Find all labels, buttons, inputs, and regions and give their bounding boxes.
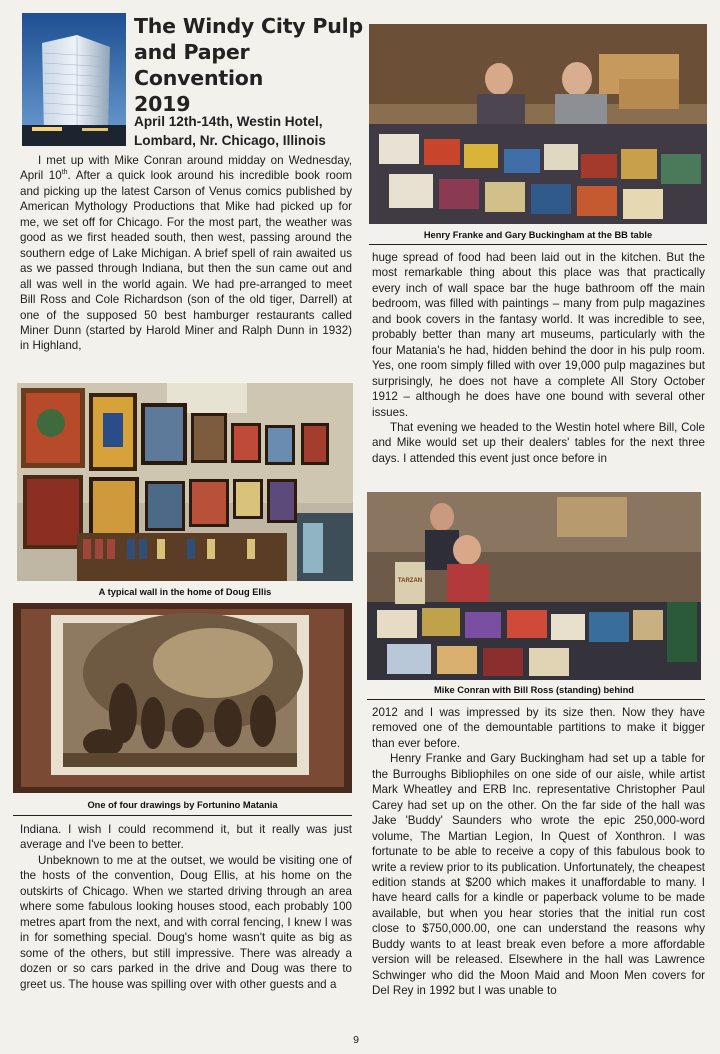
divider-left (13, 815, 352, 816)
paragraph-intro: I met up with Mike Conran around midday on Wednesday, April 10th. After a quick look around his incredible book room and picking up the latest Carson of Venus comics published by American Mythology Productions that Mike had picked up for me, we set off for Chicago. For the most part, the weather was good as we first headed south, then west, passing around the southern edge of Lake Michigan. A brief spell of rain awaited us as we passed through Indiana, but then the sun came out and all was well in the world again. We had pre-arranged to meet Bill Ross and Cole Richardson (son of the old tiger, Darrell) at one of the supposed 50 best hamburger restaurants called Miner Dunn (started by Harold Miner and Ralph Dunn in 1932) in Highland, (20, 154, 352, 353)
paragraph-indiana: Indiana. I wish I could recommend it, but it really was just average and I've been to better. (20, 823, 352, 852)
caption-conran: Mike Conran with Bill Ross (standing) behind (434, 685, 634, 695)
right-column-middle-text (372, 250, 705, 466)
divider-right-bottom (367, 699, 705, 700)
conran-ross-photo (367, 492, 701, 680)
subtitle-line-1: April 12th-14th, Westin Hotel, (134, 114, 323, 129)
subtitle-line-2: Lombard, Nr. Chicago, Illinois (134, 133, 326, 148)
caption-bb-table: Henry Franke and Gary Buckingham at the BB table (423, 230, 653, 240)
left-column-bottom-text (20, 822, 352, 992)
left-column-top-text (20, 153, 352, 354)
divider-right-top (369, 244, 707, 245)
paragraph-doug-ellis: Unbeknown to me at the outset, we would be visiting one of the hosts of the convention, Doug Ellis, at his home on the outskirts of Chicago. When we started driving through an area where some fabulous looking houses stood, each probably 100 metres apart from the next, and with corral fencing, I knew I was in for something special. Doug's home wasn't quite as big as some of the others, but still impressive. There was already a dozen or so cars parked in the drive and Doug was there to greet us. The house was spilling over with other guests and a (20, 853, 352, 991)
title-line-2: and Paper Convention (134, 40, 264, 90)
title-line-3: 2019 (134, 92, 191, 116)
wall-paintings-photo (17, 383, 353, 581)
right-column-bottom-text (372, 705, 705, 999)
paragraph-westin: That evening we headed to the Westin hotel where Bill, Cole and Mike would set up their dealers' tables for the next three days. I attended this event just once before in (372, 420, 705, 465)
bb-table-photo (369, 24, 707, 224)
paragraph-2012: 2012 and I was impressed by its size then. Now they have removed one of the demountable partitions to make it bigger than ever before. (372, 706, 705, 750)
article-title (134, 13, 364, 117)
caption-wall: A typical wall in the home of Doug Ellis (98, 587, 272, 597)
title-line-1: The Windy City Pulp (134, 14, 363, 38)
matania-drawing-photo (13, 603, 352, 793)
caption-matania: One of four drawings by Fortunino Matania (87, 800, 278, 810)
hotel-photo (22, 13, 126, 146)
paragraph-food: huge spread of food had been laid out in the kitchen. But the most remarkable thing about this place was that practically every inch of wall space bar the huge bathroom off the main bedroom, was filled with paintings – many from pulp magazines and book covers in the fantasy world. It was incredible to see, probably better than many art museums, particularly with the four Matania's he had, hidden behind the door in his pulp room. Yes, one room simply filled with over 19,000 pulp magazines but surprisingly, he does not have a complete All Story October 1912 – although he does have one bound with several other issues. (372, 251, 705, 419)
page-number: 9 (353, 1034, 359, 1046)
article-subtitle (134, 112, 364, 150)
paragraph-franke: Henry Franke and Gary Buckingham had set up a table for the Burroughs Bibliophiles on one side of our aisle, while artist Mark Wheatley and ERB Inc. representative Christopher Paul Carey had set up on the other. On the far side of the hall was Jake 'Buddy' Saunders who wrote the epic 250,000-word volume, The Martian Legion, In Quest of Xonthron. I was fortunate to be able to receive a copy of this fabulous book to write a review prior to its publication. Unfortunately, the cheapest edition stands at $200 which makes it unaffordable to many. I have heard calls for a kindle or paperback volume to be made available, but when you hear stories that the initial run cost close to $750,000.00, one can understand the reasons why Buddy wants to at least break even before a more affordable version will be released. Elsewhere in the hall was Lawrence Schwinger who did the Moon Maid and Moon Men covers for Del Rey in 1992 but I was unable to (372, 752, 705, 998)
book-cover-title: TARZAN (397, 578, 423, 584)
